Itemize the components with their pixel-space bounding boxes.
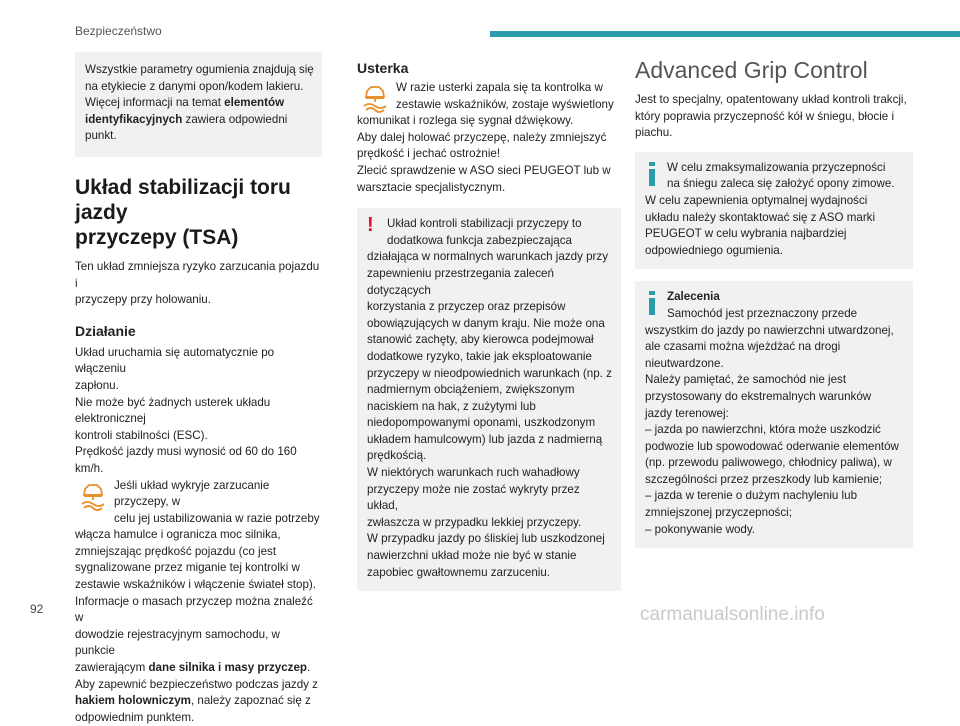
text-line: Układ uruchamia się automatycznie po włączeniu (75, 345, 275, 376)
agc-intro (635, 92, 913, 142)
warning-body (367, 249, 613, 581)
winter-tyres-info-box (635, 152, 913, 270)
info-body (645, 193, 905, 259)
tsa-title-line: przyczepy (TSA) (75, 225, 239, 249)
info-line: na etykiecie z danymi opon/kodem lakieru. (85, 79, 304, 93)
warning-box (357, 208, 621, 591)
fault-heading: Usterka (357, 60, 409, 76)
info-line: Wszystkie parametry ogumienia znajdują się (85, 63, 314, 76)
text-line: odpowiednim punktem. (75, 710, 195, 724)
tyre-info-box (75, 52, 322, 157)
exclamation-icon: ! (367, 214, 374, 237)
column-left (75, 50, 322, 726)
text-line: Nie może być żadnych usterek układu elektronicznej (75, 395, 271, 426)
tsa-title (75, 175, 322, 250)
text-line: Zlecić sprawdzenie w ASO sieci PEUGEOT lub w (357, 163, 611, 177)
warning-head-row (367, 216, 613, 249)
text-line: Ten układ zmniejsza ryzyko zarzucania pojazdu i (75, 259, 320, 290)
operation-heading: Działanie (75, 322, 136, 339)
text-line: zawierającym dane silnika i masy przyczep. (75, 661, 311, 675)
ref-link: hakiem holowniczym (75, 694, 191, 708)
text-line: stanowić zachęty, aby kierowca podejmował (367, 333, 594, 347)
header-accent-bar (490, 31, 960, 37)
text-line: W niektórych warunkach ruch wahadłowy (367, 466, 580, 480)
text-line: Aby zapewnić bezpieczeństwo podczas jazdy z (75, 677, 318, 691)
text-line: zapobiec gwałtownemu zarzuceniu. (367, 565, 551, 579)
tsa-indicator-text (114, 478, 322, 528)
ref-link: identyfikacyjnych (85, 112, 183, 126)
text-line: nadmiernym obciążeniem, zwiększonym (367, 383, 575, 397)
warning-head-text (387, 216, 582, 249)
text-line: który poprawia przyczepność kół w śniegu, błocie i (635, 109, 895, 123)
text-line: PEUGEOT w celu wybrania najbardziej (645, 227, 847, 241)
text-line: celu jej ustabilizowania w razie potrzeby (114, 511, 320, 525)
info-icon (645, 289, 659, 317)
text-line: komunikat i rozlega się sygnał dźwiękowy. (357, 114, 574, 128)
text-line: piachu. (635, 126, 673, 140)
text-line: zapłonu. (75, 378, 119, 392)
text-line: nieutwardzone. (645, 356, 724, 370)
text-line: działająca w normalnych warunkach jazdy przy (367, 250, 609, 264)
text-line: korzystania z przyczep oraz przepisów (367, 300, 566, 314)
text-line: Jest to specjalny, opatentowany układ kontroli trakcji, (635, 93, 907, 106)
text-line: jazdy terenowej: (645, 406, 729, 420)
page-number: 92 (30, 602, 44, 616)
text-line: wszystkim do jazdy po nawierzchni utwardzonej, (645, 323, 894, 337)
text-line: nawierzchni układ może nie być w stanie (367, 549, 577, 563)
text-line: przyczepy w nieodpowiednich warunkach (np. z (367, 366, 612, 380)
info-head-text (667, 289, 857, 322)
text-line: Aby dalej holować przyczepę, należy zmniejszyć (357, 130, 607, 144)
text-line: Samochód jest przeznaczony przede (667, 306, 858, 320)
list-item: – pokonywanie wody. (645, 522, 755, 536)
section-label: Bezpieczeństwo (75, 24, 162, 38)
text-line: sygnalizowane przez miganie tej kontrolki w (75, 561, 300, 575)
text-line: układu należy skontaktować się z ASO marki (645, 210, 876, 224)
text-line: hakiem holowniczym, należy zapoznać się z (75, 694, 311, 708)
tsa-intro (75, 259, 322, 309)
text-line: ale czasami można wjeżdżać na drogi (645, 340, 841, 354)
fault-details (357, 113, 621, 196)
text-line: zestawie wskaźników, zostaje wyświetlony (396, 97, 614, 111)
trailer-stability-warning-icon (75, 480, 111, 510)
text-line: obowiązujących w danym kraju. Nie może ona (367, 316, 605, 330)
list-item: – jazda w terenie o dużym nachyleniu lub (645, 489, 858, 503)
text-line: Należy pamiętać, że samochód nie jest (645, 373, 847, 387)
text-line: (np. przewodu paliwowego, chłodnicy paliwa), w (645, 456, 892, 470)
text-line: warsztacie specjalistycznym. (357, 180, 506, 194)
text-line: W celu zapewnienia optymalnej wydajności (645, 193, 868, 207)
text-line: niedopompowanymi oponami, uszkodzonym (367, 416, 596, 430)
tsa-indicator-row (75, 478, 322, 528)
text-line: szczególności przez przeszkody lub kamienie; (645, 472, 883, 486)
trailer-stability-warning-icon (357, 82, 393, 112)
tsa-title-line: Układ stabilizacji toru jazdy (75, 175, 291, 224)
text-line: W przypadku jazdy po śliskiej lub uszkodzonej (367, 532, 605, 546)
text-line: podwozie lub spowodować oderwanie elementów (645, 439, 899, 453)
text-line: W celu zmaksymalizowania przyczepności (667, 160, 886, 174)
column-middle (357, 50, 621, 591)
text-line: na śniegu zaleca się założyć opony zimowe. (667, 177, 895, 191)
text-line: Jeśli układ wykryje zarzucanie przyczepy, w (114, 478, 270, 509)
text-line: włącza hamulce i ogranicza moc silnika, (75, 528, 281, 542)
text-line: przyczepy może nie zostać wykryty przez układ, (367, 482, 580, 513)
text-line: przyczepy przy holowaniu. (75, 293, 211, 307)
text-line: dodatkowa funkcja zabezpieczająca (387, 233, 572, 247)
text-line: Układ kontroli stabilizacji przyczepy to (387, 217, 582, 231)
ref-link: elementów (224, 96, 285, 110)
agc-title: Advanced Grip Control (635, 57, 868, 83)
text-line: zmniejszając prędkość pojazdu (co jest (75, 544, 277, 558)
text-line: Prędkość jazdy musi wynosić od 60 do 160 km/h. (75, 445, 297, 475)
text-line: prędkość i jechać ostrożnie! (357, 147, 501, 161)
text-line: dodatkowe ryzyko, takie jak eksploatowanie (367, 349, 592, 363)
info-head-row (645, 289, 905, 322)
recommendations-heading: Zalecenia (667, 290, 720, 304)
text-line: prędkością. (367, 449, 427, 463)
text-line: kontroli stabilności (ESC). (75, 428, 208, 442)
operation-text (75, 345, 322, 478)
text-line: zapewnieniu przestrzegania zaleceń dotyczących (367, 266, 554, 297)
text-line: W razie usterki zapala się ta kontrolka w (396, 81, 603, 94)
text-line: zestawie wskaźników i włączenie świateł stop). (75, 578, 316, 592)
info-head-row (645, 160, 905, 193)
list-item: – jazda po nawierzchni, która może uszkodzić (645, 423, 881, 437)
text-line: przystosowany do ekstremalnych warunków (645, 389, 872, 403)
ref-link: dane silnika i masy przyczep (148, 661, 307, 675)
fault-indicator-row (357, 80, 621, 113)
info-line: identyfikacyjnych zawiera odpowiedni punkt. (85, 112, 288, 143)
text-line: układem hamulcowym) lub jazda z nadmierną (367, 432, 603, 446)
column-right (635, 50, 913, 548)
text-line: zwłaszcza w przypadku lekkiej przyczepy. (367, 515, 582, 529)
text-line: Informacje o masach przyczep można znaleźć w (75, 594, 313, 625)
text-line: zmniejszonej przyczepności; (645, 506, 792, 520)
text-line: odpowiedniego ogumienia. (645, 243, 783, 257)
recommendations-body (645, 323, 905, 539)
info-head-text (667, 160, 895, 193)
tsa-details (75, 527, 322, 726)
text-line: dowodzie rejestracyjnym samochodu, w punkcie (75, 627, 280, 658)
recommendations-box (635, 281, 913, 548)
info-line: Więcej informacji na temat elementów (85, 96, 285, 110)
text-line: naciskiem na hak, z zużytymi lub (367, 399, 536, 413)
fault-indicator-text (396, 80, 614, 113)
watermark: carmanualsonline.info (640, 604, 825, 625)
info-icon (645, 160, 659, 188)
